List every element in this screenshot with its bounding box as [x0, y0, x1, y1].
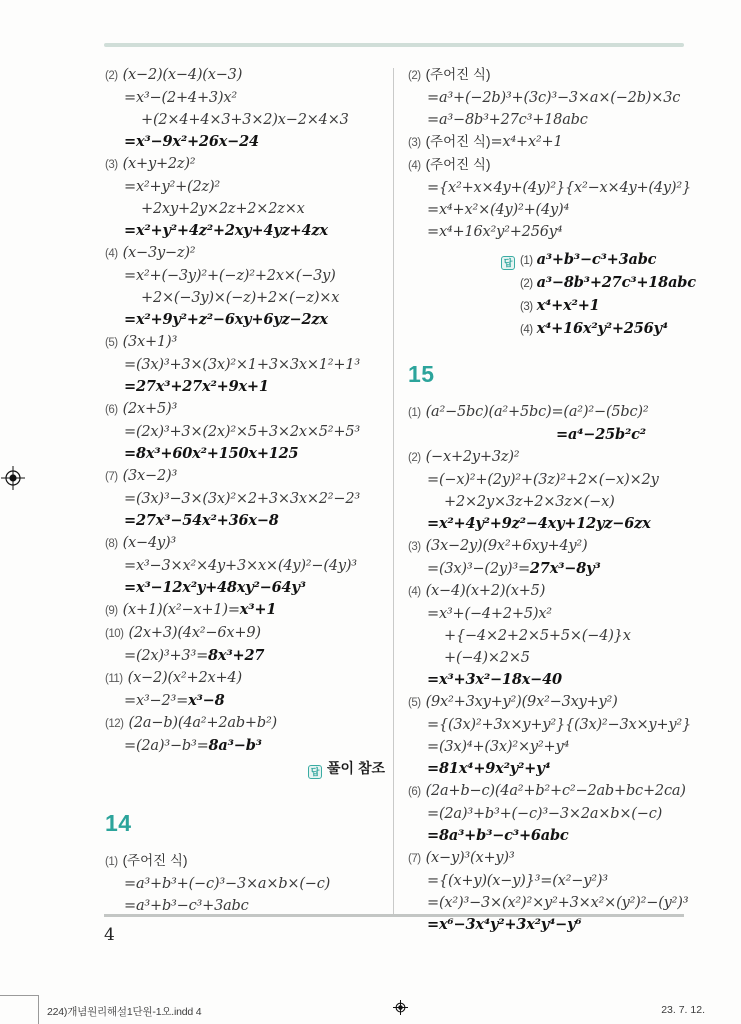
solution-line	[105, 532, 397, 555]
item-label: (2)	[408, 70, 421, 82]
answer-line	[408, 295, 718, 318]
solution-line	[408, 914, 718, 936]
solution-line	[408, 603, 718, 625]
solution-line	[408, 736, 718, 758]
math-text: =8x³+60x²+150x+125	[124, 445, 299, 462]
math-text: =a³+b³−c³+3abc	[124, 898, 249, 914]
footer-date: 23. 7. 12.	[661, 1004, 705, 1016]
solution-line	[105, 131, 397, 153]
math-text: 8x³+27	[208, 647, 265, 664]
item-label: (2)	[520, 278, 533, 290]
item-label: (1)	[105, 856, 118, 868]
math-text: (x−2)(x−4)(x−3)	[122, 67, 243, 83]
math-text: x⁴+16x²y²+256y⁴	[536, 320, 668, 337]
answer-line	[408, 272, 718, 295]
solution-line	[408, 825, 718, 847]
answer-badge-icon: 답	[501, 256, 515, 270]
item-label: (5)	[408, 697, 421, 709]
math-text: =27x³−54x²+36x−8	[124, 512, 279, 529]
math-text: =x³+3x²−18x−40	[427, 671, 562, 688]
math-text: (3x+1)³	[122, 334, 178, 350]
math-text: +2×(−3y)×(−z)+2×(−z)×x	[141, 290, 340, 306]
right-column	[408, 64, 718, 936]
math-text: (3x−2y)(9x²+6xy+4y²)	[425, 538, 588, 554]
math-text: (주어진 식)	[425, 157, 491, 172]
solution-line	[408, 491, 718, 513]
solution-line	[105, 735, 397, 757]
item-label: (10)	[105, 628, 124, 640]
solution-line	[408, 892, 718, 914]
item-label: (9)	[105, 605, 118, 617]
item-label: (5)	[105, 337, 118, 349]
solution-line	[408, 870, 718, 892]
item-label: (11)	[105, 673, 123, 685]
solution-line	[105, 465, 397, 488]
math-text: =a³−8b³+27c³+18abc	[427, 112, 588, 128]
math-text: =27x³+27x²+9x+1	[124, 378, 269, 395]
math-text: +2xy+2y×2z+2×2z×x	[141, 201, 305, 217]
math-text: =(−x)²+(2y)²+(3z)²+2×(−x)×2y	[427, 472, 659, 488]
problem-number-heading	[105, 812, 397, 842]
math-text: (a²−5bc)(a²+5bc)=(a²)²−(5bc)²	[425, 404, 649, 420]
math-text: (x+1)(x²−x+1)=	[122, 602, 240, 618]
math-text: =x³−3×x²×4y+3×x×(4y)²−(4y)³	[124, 558, 357, 574]
solution-line	[105, 667, 397, 690]
solution-line	[105, 242, 397, 265]
solution-line	[408, 847, 718, 870]
solution-line	[408, 424, 718, 446]
answer-badge-icon: 답	[308, 765, 322, 779]
solution-line	[408, 469, 718, 491]
item-label: (4)	[408, 586, 421, 598]
math-text: =x²+y²+(2z)²	[124, 179, 221, 195]
math-text: +(−4)×2×5	[444, 650, 530, 666]
math-text: (x+y+2z)²	[122, 156, 196, 172]
math-text: (x−4y)³	[122, 535, 177, 551]
math-text: =x³−(2+4+3)x²	[124, 90, 237, 106]
solution-line	[105, 443, 397, 465]
item-label: (3)	[105, 159, 118, 171]
math-text: (3x−2)³	[122, 468, 178, 484]
solution-line	[105, 109, 397, 131]
solution-line	[105, 873, 397, 895]
math-text: (주어진 식)	[425, 134, 491, 149]
problem-number-text: 14	[105, 810, 132, 836]
answer-line	[408, 318, 718, 341]
math-text: =(3x)³+3×(3x)²×1+3×3x×1²+1³	[124, 357, 361, 373]
solution-line	[408, 625, 718, 647]
solution-line	[408, 803, 718, 825]
solution-line	[408, 558, 718, 580]
item-label: (1)	[408, 407, 421, 419]
solution-line	[408, 714, 718, 736]
math-text: =x³−9x²+26x−24	[124, 133, 259, 150]
item-label: (7)	[105, 471, 118, 483]
math-text: +(2×4+4×3+3×2)x−2×4×3	[141, 112, 349, 128]
registration-mark-icon	[393, 1000, 408, 1020]
footer-filename: 224)개념원리해설1단원-1오.indd 4	[47, 1006, 202, 1018]
solution-line	[408, 513, 718, 535]
solution-line	[408, 154, 718, 177]
solution-line	[105, 153, 397, 176]
math-text: =(2a)³+b³+(−c)³−3×2a×b×(−c)	[427, 806, 663, 822]
math-text: +2×2y×3z+2×3z×(−x)	[444, 494, 615, 510]
math-text: =(2a)³−b³=	[124, 738, 209, 754]
solution-line	[105, 555, 397, 577]
math-text: =x³−2³=	[124, 693, 189, 709]
solution-line	[105, 398, 397, 421]
math-text: a³+b³−c³+3abc	[536, 251, 657, 268]
math-text: =a³+(−2b)³+(3c)³−3×a×(−2b)×3c	[427, 90, 681, 106]
solution-line	[105, 510, 397, 532]
solution-line	[105, 599, 397, 622]
registration-mark-icon	[1, 466, 25, 495]
solution-line	[105, 488, 397, 510]
math-text: =(3x)⁴+(3x)²×y²+y⁴	[427, 739, 570, 755]
solution-line	[408, 131, 718, 154]
solution-line	[105, 265, 397, 287]
math-text: =8a³+b³−c³+6abc	[427, 827, 569, 844]
answer-reference	[105, 757, 397, 780]
solution-line	[408, 580, 718, 603]
trim-mark	[0, 995, 38, 996]
solution-line	[105, 198, 397, 220]
math-text: =x²+y²+4z²+2xy+4yz+4zx	[124, 222, 328, 239]
math-text: =(3x)³−3×(3x)²×2+3×3x×2²−2³	[124, 491, 361, 507]
solution-line	[105, 895, 397, 917]
math-text: (주어진 식)	[122, 853, 188, 868]
solution-line	[408, 87, 718, 109]
item-label: (6)	[105, 404, 118, 416]
item-label: (12)	[105, 718, 124, 730]
item-label: (2)	[105, 70, 118, 82]
item-label: (3)	[520, 301, 533, 313]
math-text: =x²+(−3y)²+(−z)²+2x×(−3y)	[124, 268, 336, 284]
math-text: =(x²)³−3×(x²)²×y²+3×x²×(y²)²−(y²)³	[427, 895, 689, 911]
item-label: (4)	[520, 324, 533, 336]
item-label: (4)	[408, 160, 421, 172]
left-column	[105, 64, 397, 917]
math-text: =a⁴−25b²c²	[556, 426, 646, 443]
solution-line	[105, 690, 397, 712]
math-text: =x²+4y²+9z²−4xy+12yz−6zx	[427, 515, 651, 532]
math-text: =(2x)³+3³=	[124, 648, 209, 664]
item-label: (4)	[105, 248, 118, 260]
solution-line	[408, 780, 718, 803]
math-text: ={x²+x×4y+(4y)²}{x²−x×4y+(4y)²}	[427, 180, 692, 196]
solution-line	[105, 87, 397, 109]
solution-line	[105, 64, 397, 87]
math-text: (x−4)(x+2)(x+5)	[425, 583, 546, 599]
math-text: (2a+b−c)(4a²+b²+c²−2ab+bc+2ca)	[425, 783, 686, 799]
math-text: =(2x)³+3×(2x)²×5+3×2x×5²+5³	[124, 424, 361, 440]
solution-line	[408, 669, 718, 691]
solution-line	[408, 401, 718, 424]
math-text: =x⁴+x²+1	[490, 134, 563, 150]
math-text: =a³+b³+(−c)³−3×a×b×(−c)	[124, 876, 331, 892]
page-number: 4	[104, 925, 115, 945]
math-text: =x³−12x²y+48xy²−64y³	[124, 579, 306, 596]
math-text: (2x+3)(4x²−6x+9)	[128, 625, 261, 641]
math-text: =81x⁴+9x²y²+y⁴	[427, 760, 551, 777]
item-label: (7)	[408, 853, 421, 865]
answer-line	[408, 249, 718, 272]
math-text: x⁴+x²+1	[536, 297, 600, 314]
math-text: (x−3y−z)²	[122, 245, 196, 261]
solution-line	[105, 376, 397, 398]
math-text: =x²+9y²+z²−6xy+6yz−2zx	[124, 311, 328, 328]
math-text: (9x²+3xy+y²)(9x²−3xy+y²)	[425, 694, 618, 710]
solution-line	[105, 645, 397, 667]
solution-line	[408, 535, 718, 558]
math-text: x³−8	[188, 692, 225, 709]
solution-line	[408, 64, 718, 87]
solution-line	[408, 199, 718, 221]
solution-line	[408, 758, 718, 780]
solution-line	[105, 577, 397, 599]
solution-line	[105, 622, 397, 645]
solution-line	[105, 850, 397, 873]
solution-line	[105, 712, 397, 735]
solution-line	[408, 221, 718, 243]
solution-line	[105, 331, 397, 354]
math-text: x³+1	[239, 601, 277, 618]
problem-number-text: 15	[408, 361, 435, 387]
solution-line	[105, 354, 397, 376]
solution-line	[408, 647, 718, 669]
math-text: (x−2)(x²+2x+4)	[127, 670, 242, 686]
top-rule	[104, 43, 684, 47]
item-label: (3)	[408, 137, 421, 149]
item-label: (8)	[105, 538, 118, 550]
math-text: (−x+2y+3z)²	[425, 449, 520, 465]
math-text: +{−4×2+2×5+5×(−4)}x	[444, 628, 631, 644]
math-text: ={(x+y)(x−y)}³=(x²−y²)³	[427, 873, 608, 889]
math-text: =(3x)³−(2y)³=	[427, 561, 530, 577]
math-text: =x⁴+x²×(4y)²+(4y)⁴	[427, 202, 570, 218]
item-label: (2)	[408, 452, 421, 464]
solution-line	[408, 446, 718, 469]
trim-mark	[38, 995, 39, 1024]
math-text: 27x³−8y³	[529, 560, 601, 577]
problem-number-heading	[408, 363, 718, 393]
solution-line	[408, 177, 718, 199]
math-text: (2a−b)(4a²+2ab+b²)	[128, 715, 278, 731]
solution-line	[105, 309, 397, 331]
solution-line	[105, 220, 397, 242]
math-text: =x⁴+16x²y²+256y⁴	[427, 224, 563, 240]
math-text: 풀이 참조	[327, 760, 385, 776]
solution-line	[105, 421, 397, 443]
math-text: ={(3x)²+3x×y+y²}{(3x)²−3x×y+y²}	[427, 717, 692, 733]
math-text: (x−y)³(x+y)³	[425, 850, 515, 866]
solution-line	[408, 109, 718, 131]
math-text: 8a³−b³	[208, 737, 262, 754]
solution-line	[105, 176, 397, 198]
item-label: (1)	[520, 255, 533, 267]
math-text: (2x+5)³	[122, 401, 178, 417]
solution-line	[105, 287, 397, 309]
math-text: a³−8b³+27c³+18abc	[536, 274, 696, 291]
solution-line	[408, 691, 718, 714]
math-text: (주어진 식)	[425, 67, 491, 82]
item-label: (6)	[408, 786, 421, 798]
item-label: (3)	[408, 541, 421, 553]
math-text: =x³+(−4+2+5)x²	[427, 606, 552, 622]
math-text: =x⁶−3x⁴y²+3x²y⁴−y⁶	[427, 916, 582, 933]
